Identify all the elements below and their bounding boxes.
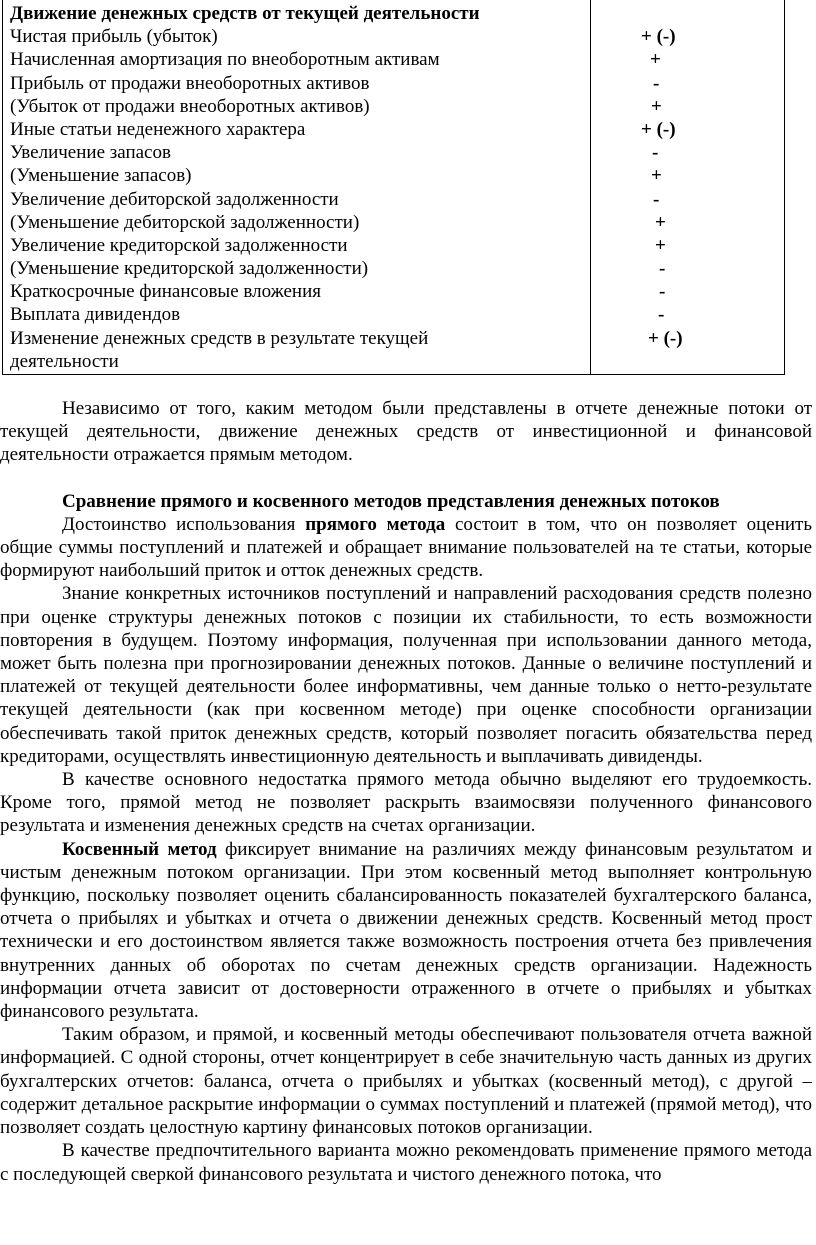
table-row-label: Прибыль от продажи внеоборотных активов <box>10 72 370 94</box>
table-row-sign: + <box>650 49 661 71</box>
paragraph-text: состоит в том, что он позволяет оценить общие суммы поступлений и платежей и обращает внимание пользователей на те статьи, которые формируют наибольший приток и отток денежных средств. <box>0 513 813 582</box>
table-row-sign: + <box>655 234 666 256</box>
term-indirect-method: Косвенный метод <box>62 838 217 860</box>
paragraph <box>0 838 812 1024</box>
table-labels-column <box>10 2 585 373</box>
section-heading: Сравнение прямого и косвенного методов представления денежных потоков <box>62 490 720 512</box>
paragraph <box>0 513 812 583</box>
table-row-sign: + <box>651 95 662 117</box>
table-row-label: Чистая прибыль (убыток) <box>10 26 218 48</box>
table-row-label: Выплата дивидендов <box>10 304 181 326</box>
table-row-label: Краткосрочные финансовые вложения <box>10 281 321 303</box>
table-row-sign: - <box>652 142 659 164</box>
table-row-sign: - <box>653 72 660 94</box>
table-row-label: Начисленная амортизация по внеоборотным активам <box>10 49 440 71</box>
table-row-sign: + <box>651 165 662 187</box>
paragraph: Независимо от того, каким методом были представлены в отчете денежные потоки от текущей деятельности, движение денежных средств от инвестиционной и финансовой деятельности отражается прямым методом. <box>0 398 812 466</box>
table-row-label: (Уменьшение кредиторской задолженности) <box>10 258 369 280</box>
table-row-label: Увеличение запасов <box>10 142 171 164</box>
paragraph: В качестве предпочтительного варианта можно рекомендовать применение прямого метода с последующей сверкой финансового результата и чистого денежного потока, что <box>0 1140 812 1185</box>
table-row-label: Изменение денежных средств в результате текущей деятельности <box>10 327 429 372</box>
table-signs-column <box>591 2 784 350</box>
table-row-sign: - <box>659 258 666 280</box>
table-row-sign: + (-) <box>648 327 683 349</box>
term-direct-method: прямого метода <box>305 513 446 535</box>
table-row-label: Иные статьи неденежного характера <box>10 118 306 140</box>
table-row-sign: + (-) <box>641 118 676 140</box>
paragraph: В качестве основного недостатка прямого метода обычно выделяют его трудоемкость. Кроме того, прямой метод не позволяет раскрыть взаимосвязи полученного финансового результата и изменения денежных средств на счетах организации. <box>0 769 812 837</box>
table-row-label: (Убыток от продажи внеоборотных активов) <box>10 95 370 117</box>
paragraph: Знание конкретных источников поступлений и направлений расходования средств полезно при оценке структуры денежных потоков с позиции их стабильности, то есть возможности повторения в будущем. Поэтому информация, полученная при использовании данного метода, может быть полезна при прогнозировании денежных потоков. Данные о величине поступлений и платежей от текущей деятельности более информативны, чем данные только о нетто-результате текущей деятельности (как при косвенном методе) при оценке способности организации обеспечивать такой приток денежных средств, который позволяет погасить обязательства перед кредиторами, осуществлять инвестиционную деятельность и выплачивать дивиденды. <box>0 583 812 767</box>
document-body <box>0 397 812 1186</box>
table-header-label: Движение денежных средств от текущей деятельности <box>10 3 480 24</box>
paragraph-text: фиксирует внимание на различиях между финансовым результатом и чистым денежным потоком организации. При этом косвенный метод выполняет контрольную функцию, поскольку позволяет оценить сбалансированность показателей бухгалтерского баланса, отчета о прибылях и убытках и отчета о движении денежных средств. Косвенный метод прост технически и его достоинством является также возможность построения отчета без привлечения внутренних данных об оборотах по счетам денежных средств организации. Надежность информации отчета зависит от достоверности отраженного в отчете о прибылях и убытках финансового результата. <box>0 838 812 1023</box>
table-row-sign: + <box>655 211 666 233</box>
table-row-label: (Уменьшение запасов) <box>10 165 192 187</box>
cash-flow-table <box>2 0 785 375</box>
table-row-label: Увеличение дебиторской задолженности <box>10 188 339 210</box>
table-row-sign: - <box>658 304 665 326</box>
table-row-label: (Уменьшение дебиторской задолженности) <box>10 211 360 233</box>
paragraph-text: Достоинство использования <box>62 513 306 535</box>
table-row-sign: + (-) <box>641 26 676 48</box>
table-row-sign: - <box>653 188 660 210</box>
table-row-sign: - <box>659 281 666 303</box>
table-row-label: Увеличение кредиторской задолженности <box>10 234 348 256</box>
paragraph: Таким образом, и прямой, и косвенный методы обеспечивают пользователя отчета важной информацией. С одной стороны, отчет концентрирует в себе значительную часть данных из других бухгалтерских отчетов: баланса, отчета о прибылях и убытках (косвенный метод), с другой – содержит детальное раскрытие информации о суммах поступлений и платежей (прямой метод), что позволяет создать целостную картину финансовых потоков организации. <box>0 1024 812 1139</box>
